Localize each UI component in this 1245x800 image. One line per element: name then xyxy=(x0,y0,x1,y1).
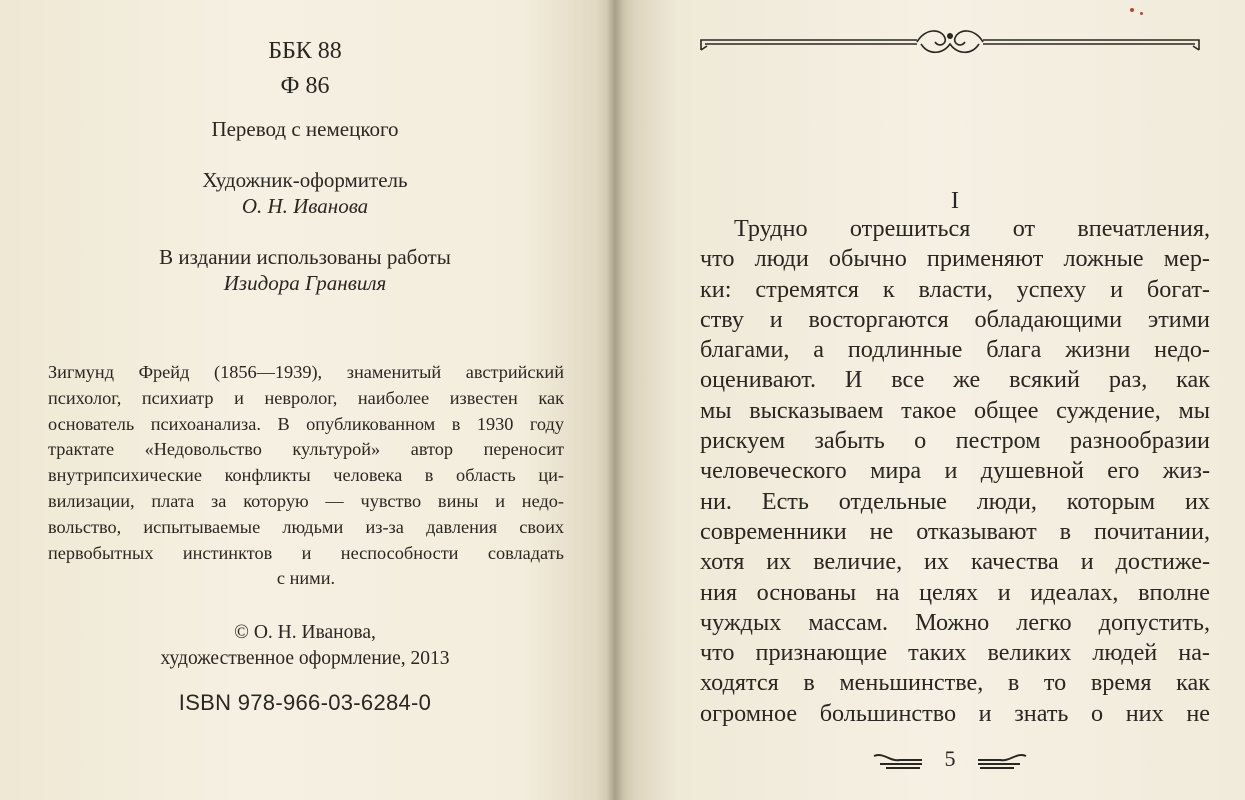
translation-note: Перевод с немецкого xyxy=(211,117,399,141)
bbk-code: ББК 88 xyxy=(268,38,342,64)
text-line: что люди обычно применяют ложные мер- xyxy=(700,245,1210,273)
text-line: ния основаны на целях и идеалах, вполне xyxy=(700,578,1210,606)
author-mark: Ф 86 xyxy=(280,73,330,99)
page-number: 5 xyxy=(944,746,956,771)
paper-speck xyxy=(1130,8,1134,12)
isbn: ISBN 978-966-03-6284-0 xyxy=(178,690,432,715)
copyright-line: © О. Н. Иванова, xyxy=(234,622,376,643)
header-ornament xyxy=(695,22,1205,62)
text-line: мы высказываем такое общее суждение, мы xyxy=(700,396,1210,424)
text-line: современники не отказывают в почитании, xyxy=(700,517,1210,545)
text-line: ходятся в меньшинстве, в то время как xyxy=(700,669,1210,697)
text-line: человеческого мира и душевной его жиз- xyxy=(700,457,1210,485)
annotation-line: с ними. xyxy=(276,568,336,589)
text-line: ству и восторгаются обладающими этими xyxy=(700,305,1210,333)
text-line: благами, а подлинные блага жизни недо- xyxy=(700,336,1210,364)
annotation-line: основатель психоанализа. В опубликованном в 1930 году xyxy=(48,413,564,434)
text-line: рискуем забыть о пестром разнообразии xyxy=(700,427,1210,455)
annotation-line: первобытных инстинктов и неспособности совладать xyxy=(48,542,564,563)
annotation-line: внутрипсихические конфликты человека в область ци- xyxy=(48,465,564,486)
text-line: что признающие таких великих людей на- xyxy=(700,639,1210,667)
book-annotation xyxy=(48,360,564,592)
annotation-line: вольство, испытываемые людьми из-за давления своих xyxy=(48,516,564,537)
designer-name: О. Н. Иванова xyxy=(241,194,369,218)
text-line: ни. Есть отдельные люди, которым их xyxy=(700,487,1210,515)
text-line: хотя их величие, их качества и достиже- xyxy=(700,548,1210,576)
works-author: Изидора Гранвиля xyxy=(223,271,387,295)
body-text xyxy=(700,214,1210,729)
text-line: чуждых массам. Можно легко допустить, xyxy=(700,608,1210,636)
book-gutter xyxy=(606,0,624,800)
designer-label: Художник-оформитель xyxy=(202,168,408,192)
annotation-line: вилизации, плата за которую — чувство вины и недо- xyxy=(48,490,564,511)
annotation-line: психолог, психиатр и невролог, наиболее известен как xyxy=(48,387,564,408)
copyright-line: художественное оформление, 2013 xyxy=(160,648,450,669)
chapter-number: I xyxy=(951,188,959,214)
text-line: Трудно отрешиться от впечатления, xyxy=(734,215,1210,242)
paper-speck xyxy=(1140,12,1143,15)
works-label: В издании использованы работы xyxy=(159,245,451,269)
annotation-line: трактате «Недовольство культурой» автор переносит xyxy=(48,439,564,460)
text-line: оценивают. И все же всякий раз, как xyxy=(700,366,1210,394)
text-line: ки: стремятся к власти, успеху и богат- xyxy=(700,275,1210,303)
text-line: огромное большинство и знать о них не xyxy=(700,699,1210,727)
annotation-line: Зигмунд Фрейд (1856—1939), знаменитый австрийский xyxy=(48,362,564,382)
